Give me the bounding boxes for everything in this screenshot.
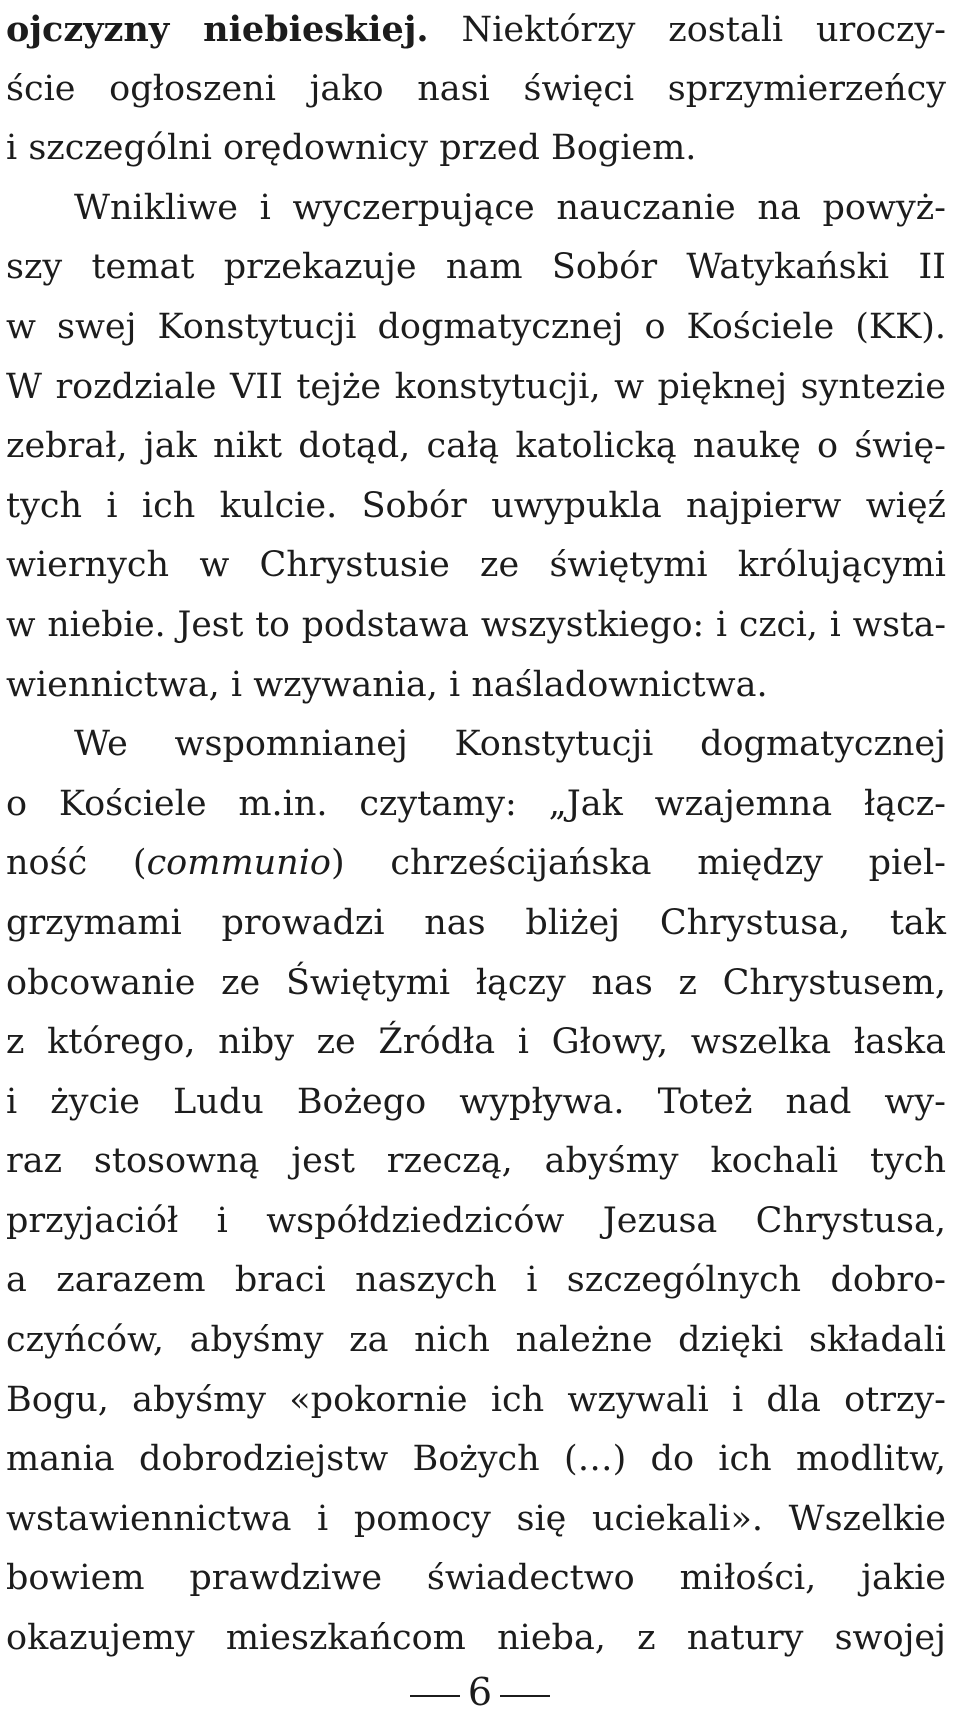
text-run: szy temat przekazuje nam Sobór Watykański II [6, 247, 946, 288]
text-run: Bogu, abyśmy «pokornie ich wzywali i dla otrzy- [6, 1379, 946, 1420]
text-line [6, 358, 946, 418]
text-run: obcowanie ze Świętymi łączy nas z Chrystusem, [6, 962, 946, 1003]
text-run: i szczególni orędownicy przed Bogiem. [6, 128, 697, 169]
text-run: Niektórzy zostali uroczy- [428, 10, 946, 50]
text-run: w niebie. Jest to podstawa wszystkiego: i czci, i wsta- [6, 604, 946, 645]
text-run: wiennictwa, i wzywania, i naśladownictwa. [6, 664, 768, 705]
text-line [6, 536, 946, 596]
text-run: zebrał, jak nikt dotąd, całą katolicką naukę o świę- [6, 426, 946, 467]
text-line [6, 1430, 946, 1490]
page-number: 6 [467, 1670, 493, 1714]
text-run: i życie Ludu Bożego wypływa. Toteż nad wy- [6, 1081, 946, 1122]
text-run: z którego, niby ze Źródła i Głowy, wszelka łaska [6, 1022, 946, 1063]
text-run: a zarazem braci naszych i szczególnych dobro- [6, 1260, 946, 1301]
text-run: tych i ich kulcie. Sobór uwypukla najpierw więź [6, 485, 946, 526]
italic-text: communio [146, 843, 331, 884]
text-line [6, 775, 946, 835]
text-run: ) chrześcijańska między piel- [330, 843, 946, 884]
left-dash [410, 1695, 460, 1697]
text-line [6, 477, 946, 537]
text-line [6, 596, 946, 656]
text-line [6, 954, 946, 1014]
text-run: raz stosowną jest rzeczą, abyśmy kochali tych [6, 1141, 946, 1182]
text-line [6, 1609, 946, 1669]
text-line [6, 1371, 946, 1431]
text-line [6, 1549, 946, 1609]
text-line [6, 656, 946, 716]
text-run: w swej Konstytucji dogmatycznej o Kościele (KK). [6, 306, 946, 347]
text-line [6, 1013, 946, 1073]
text-line [6, 834, 946, 894]
text-run: wiernych w Chrystusie ze świętymi królującymi [6, 545, 946, 586]
text-line [6, 298, 946, 358]
text-line [6, 179, 946, 239]
text-line [6, 0, 946, 60]
text-line [6, 1073, 946, 1133]
text-line [6, 1311, 946, 1371]
text-run: okazujemy mieszkańcom nieba, z natury swojej [6, 1618, 946, 1659]
text-run: czyńców, abyśmy za nich należne dzięki składali [6, 1320, 946, 1361]
text-run: ście ogłoszeni jako nasi święci sprzymierzeńcy [6, 68, 946, 109]
text-line [6, 60, 946, 120]
right-dash [500, 1695, 550, 1697]
text-run: mania dobrodziejstw Bożych (…) do ich modlitw, [6, 1439, 946, 1480]
text-line [6, 119, 946, 179]
text-line [6, 238, 946, 298]
text-run: grzymami prowadzi nas bliżej Chrystusa, tak [6, 902, 946, 943]
body-text [6, 0, 946, 1669]
text-line [6, 1490, 946, 1550]
text-line [6, 715, 946, 775]
text-line [6, 894, 946, 954]
text-line [6, 1251, 946, 1311]
text-run: Wnikliwe i wyczerpujące nauczanie na powyż- [74, 187, 946, 228]
text-line [6, 1132, 946, 1192]
text-run: wstawiennictwa i pomocy się uciekali». Wszelkie [6, 1498, 946, 1539]
page-number-footer [0, 1668, 960, 1716]
text-run: przyjaciół i współdziedziców Jezusa Chrystusa, [6, 1200, 946, 1241]
text-line [6, 417, 946, 477]
text-run: We wspomnianej Konstytucji dogmatycznej [74, 724, 946, 765]
text-run: W rozdziale VII tejże konstytucji, w pięknej syntezie [6, 366, 946, 407]
bold-text: ojczyzny niebieskiej. [6, 9, 429, 50]
text-run: o Kościele m.in. czytamy: „Jak wzajemna łącz- [6, 783, 946, 824]
text-run: bowiem prawdziwe świadectwo miłości, jakie [6, 1558, 946, 1599]
text-run: ność ( [6, 843, 147, 884]
text-line [6, 1192, 946, 1252]
